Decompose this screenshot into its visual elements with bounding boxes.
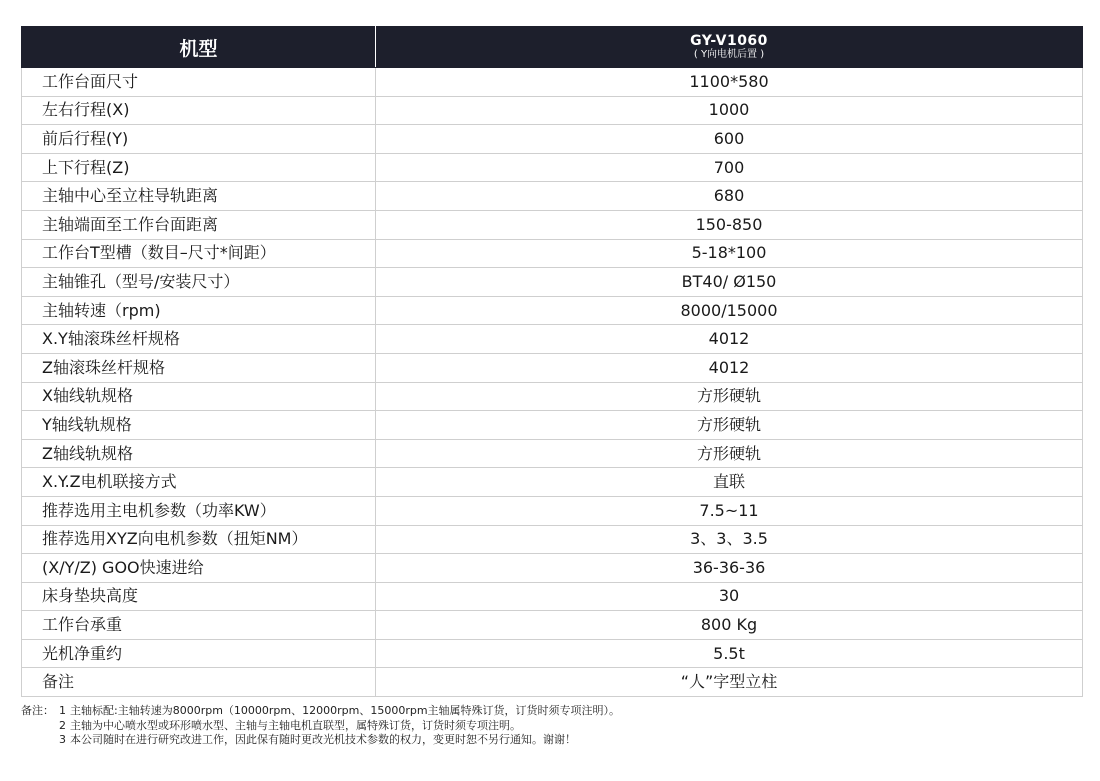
spec-value: 600 [376, 125, 1083, 154]
note-prefix [21, 719, 59, 734]
spec-label: 床身垫块高度 [22, 582, 376, 611]
table-row [22, 96, 1083, 125]
spec-label: X.Y轴滚珠丝杆规格 [22, 325, 376, 354]
spec-label: Z轴滚珠丝杆规格 [22, 353, 376, 382]
spec-value: 36-36-36 [376, 554, 1083, 583]
spec-value: 4012 [376, 353, 1083, 382]
spec-value: 方形硬轨 [376, 382, 1083, 411]
spec-label: 左右行程(X) [22, 96, 376, 125]
spec-label: (X/Y/Z) GOO快速进给 [22, 554, 376, 583]
spec-label: 工作台面尺寸 [22, 68, 376, 97]
spec-body [22, 68, 1083, 697]
table-row [22, 296, 1083, 325]
model-variant: ( Y向电机后置 ) [693, 49, 765, 61]
model-header: 机型 [22, 27, 376, 68]
model-value-header [376, 27, 1083, 68]
spec-label: Z轴线轨规格 [22, 439, 376, 468]
spec-label: X.Y.Z电机联接方式 [22, 468, 376, 497]
table-row [22, 525, 1083, 554]
note-prefix: 备注： [21, 704, 54, 717]
note-line [21, 733, 620, 748]
table-row [22, 439, 1083, 468]
table-row [22, 210, 1083, 239]
spec-value: 1000 [376, 96, 1083, 125]
spec-label: 主轴中心至立柱导轨距离 [22, 182, 376, 211]
note-number: 1 [59, 704, 66, 717]
note-line [21, 704, 620, 719]
spec-value: 30 [376, 582, 1083, 611]
spec-label: 主轴转速（rpm) [22, 296, 376, 325]
spec-label: 推荐选用XYZ向电机参数（扭矩NM） [22, 525, 376, 554]
note-number: 2 [59, 718, 66, 732]
spec-label: 前后行程(Y) [22, 125, 376, 154]
spec-label: 上下行程(Z) [22, 153, 376, 182]
spec-value: 直联 [376, 468, 1083, 497]
header-row [22, 27, 1083, 68]
spec-label: Y轴线轨规格 [22, 411, 376, 440]
note-line [21, 719, 620, 734]
note-number: 3 [59, 733, 66, 746]
spec-label: X轴线轨规格 [22, 382, 376, 411]
table-row [22, 268, 1083, 297]
table-row [22, 153, 1083, 182]
table-row [22, 68, 1083, 97]
spec-value: 5.5t [376, 639, 1083, 668]
table-row [22, 382, 1083, 411]
table-row [22, 496, 1083, 525]
table-row [22, 182, 1083, 211]
table-row [22, 668, 1083, 697]
model-name: GY-V1060 [690, 32, 768, 49]
spec-value: “人”字型立柱 [376, 668, 1083, 697]
table-row [22, 611, 1083, 640]
note-text: 本公司随时在进行研究改进工作，因此保有随时更改光机技术参数的权力，变更时恕不另行通知。谢谢！ [70, 733, 576, 746]
spec-value: 150-850 [376, 210, 1083, 239]
spec-label: 光机净重约 [22, 639, 376, 668]
spec-value: 680 [376, 182, 1083, 211]
table-row [22, 554, 1083, 583]
table-row [22, 239, 1083, 268]
spec-value: 5-18*100 [376, 239, 1083, 268]
table-row [22, 125, 1083, 154]
spec-label: 工作台T型槽（数目–尺寸*间距） [22, 239, 376, 268]
note-prefix [21, 733, 59, 748]
note-text: 主轴为中心喷水型或环形喷水型、主轴与主轴电机直联型，属特殊订货，订货时须专项注明。 [70, 718, 521, 732]
spec-label: 主轴端面至工作台面距离 [22, 210, 376, 239]
note-text: 主轴标配:主轴转速为8000rpm（10000rpm、12000rpm、15000rpm主轴属特殊订货，订货时须专项注明）。 [70, 704, 621, 717]
table-row [22, 468, 1083, 497]
table-row [22, 353, 1083, 382]
spec-value: 4012 [376, 325, 1083, 354]
spec-value: 方形硬轨 [376, 439, 1083, 468]
spec-label: 推荐选用主电机参数（功率KW） [22, 496, 376, 525]
spec-value: 方形硬轨 [376, 411, 1083, 440]
spec-value: 8000/15000 [376, 296, 1083, 325]
spec-label: 主轴锥孔（型号/安装尺寸） [22, 268, 376, 297]
spec-value: 1100*580 [376, 68, 1083, 97]
table-row [22, 582, 1083, 611]
table-row [22, 639, 1083, 668]
spec-value: 800 Kg [376, 611, 1083, 640]
spec-value: 700 [376, 153, 1083, 182]
spec-label: 备注 [22, 668, 376, 697]
spec-table [21, 26, 1083, 697]
notes [21, 704, 620, 748]
spec-value: 7.5~11 [376, 496, 1083, 525]
spec-label: 工作台承重 [22, 611, 376, 640]
table-row [22, 325, 1083, 354]
table-row [22, 411, 1083, 440]
spec-value: BT40/ Ø150 [376, 268, 1083, 297]
spec-value: 3、3、3.5 [376, 525, 1083, 554]
